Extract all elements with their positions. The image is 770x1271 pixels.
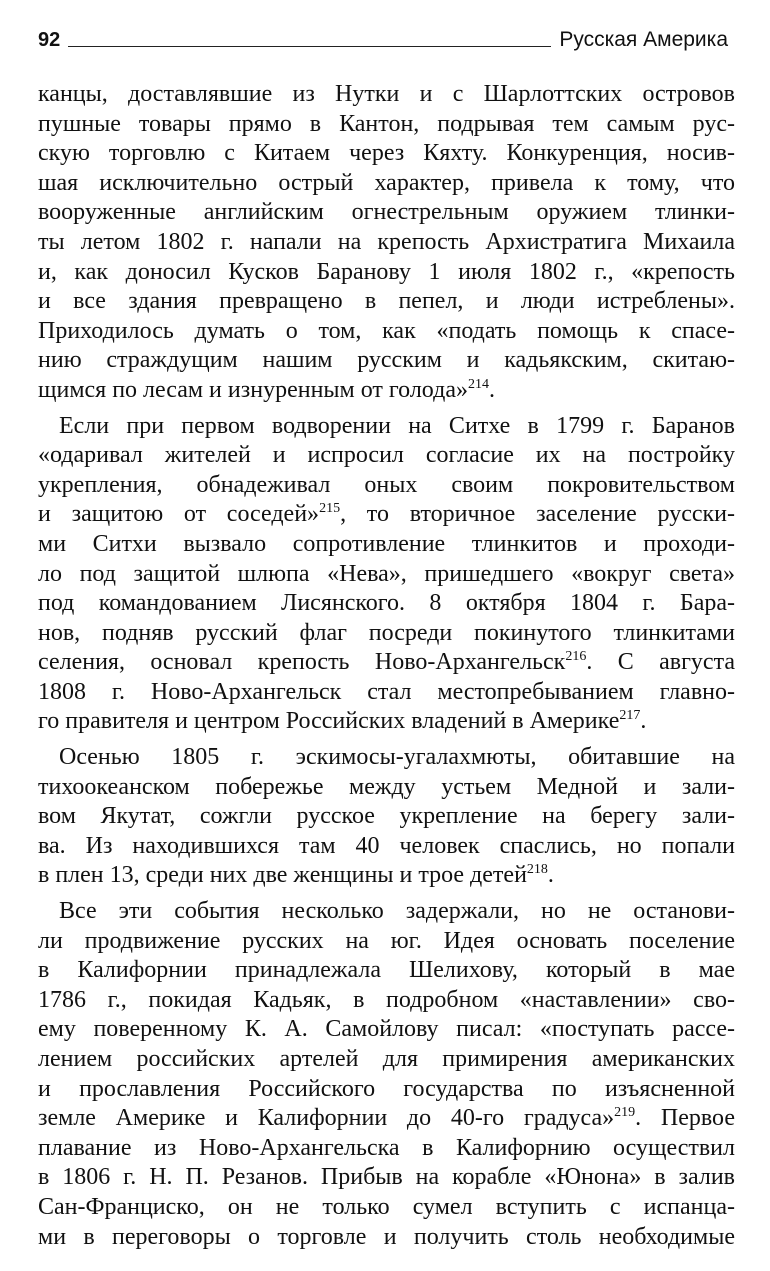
footnote-ref: 215 (319, 501, 341, 517)
text-line (38, 956, 735, 986)
text-segment: ми в переговоры о торговле и получить столь необходимые (38, 1223, 735, 1250)
text-line (38, 198, 735, 228)
text-line (38, 471, 735, 501)
text-segment: ва. Из находившихся там 40 человек спаслись, но попали (38, 832, 735, 859)
text-line (38, 317, 735, 347)
text-segment: «одаривал жителей и испросил согласие их на постройку (38, 442, 735, 469)
text-line (38, 648, 735, 678)
text-line (38, 773, 735, 803)
running-title: Русская Америка (559, 28, 728, 51)
text-segment: , то вторичное заселение русски- (340, 501, 736, 528)
text-line (38, 832, 735, 862)
text-line (38, 1223, 735, 1253)
text-segment: тихоокеанском побережье между устьем Медной и зали- (38, 773, 735, 800)
text-line (38, 1163, 735, 1193)
text-segment: скую торговлю с Китаем через Кяхту. Конкуренция, носив- (38, 140, 735, 167)
text-line (38, 110, 735, 140)
text-segment: лением российских артелей для примирения американских (38, 1046, 735, 1072)
paragraph (38, 897, 735, 1252)
text-segment: Если при первом водворении на Ситхе в 1799 г. Баранов (59, 412, 735, 439)
text-segment: в Калифорнии принадлежала Шелихову, который в мае (38, 957, 735, 984)
text-line (38, 441, 735, 471)
text-line (38, 1045, 735, 1075)
text-line (38, 1193, 735, 1223)
text-segment: Сан-Франциско, он не только сумел вступить с испанца- (38, 1193, 735, 1220)
text-line (38, 619, 735, 649)
text-line (38, 500, 735, 530)
text-line (38, 346, 735, 376)
text-segment: . (488, 376, 495, 403)
header-rule (68, 46, 551, 47)
text-line (38, 169, 735, 199)
text-segment: Все эти события несколько задержали, но не останови- (59, 898, 735, 925)
text-segment: и все здания превращено в пепел, и люди истреблены». (38, 288, 735, 315)
text-segment: плавание из Ново-Архангельска в Калифорнию осуществил (38, 1134, 735, 1161)
footnote-ref: 218 (526, 862, 548, 878)
text-line (38, 1015, 735, 1045)
text-segment: шая исключительно острый характер, привела к тому, что (38, 169, 735, 196)
text-segment: ли продвижение русских на юг. Идея основать поселение (38, 927, 735, 954)
text-segment: Приходилось думать о том, как «подать помощь к спасе- (38, 317, 735, 344)
text-line (38, 1134, 735, 1164)
text-segment: и, как доносил Кусков Баранову 1 июля 1802 г., «крепость (38, 258, 735, 285)
text-line (38, 228, 735, 258)
text-line (38, 678, 735, 708)
text-line (38, 1075, 735, 1105)
text-line (38, 530, 735, 560)
text-segment: ло под защитой шлюпа «Нева», пришедшего «вокруг света» (38, 560, 735, 587)
text-line (38, 80, 735, 110)
text-segment: и прославления Российского государства по изъясненной (38, 1075, 735, 1102)
text-segment: канцы, доставлявшие из Нутки и с Шарлоттских островов (38, 81, 735, 107)
text-line (38, 861, 735, 891)
text-line (38, 258, 735, 288)
text-segment: 1786 г., покидая Кадьяк, в подробном «наставлении» сво- (38, 986, 735, 1013)
text-line (38, 897, 735, 927)
text-segment: нов, подняв русский флаг посреди покинутого тлинкитами (38, 619, 735, 646)
text-segment: ему поверенному К. А. Самойлову писал: «поступать рассе- (38, 1016, 735, 1043)
text-segment: . (547, 862, 554, 889)
text-line (38, 1104, 735, 1134)
text-segment: щимся по лесам и изнуренным от голода» (38, 376, 468, 403)
text-segment: го правителя и центром Российских владений в Америке (38, 708, 620, 735)
text-line (38, 743, 735, 773)
body-text (38, 80, 735, 1252)
text-segment: Осенью 1805 г. эскимосы-угалахмюты, обитавшие на (59, 744, 735, 771)
footnote-ref: 217 (619, 708, 641, 724)
footnote-ref: 216 (565, 649, 587, 665)
text-line (38, 139, 735, 169)
text-segment: ми Ситхи вызвало сопротивление тлинкитов и проходи- (38, 530, 735, 557)
text-segment: нию страждущим нашим русским и кадьякским, скитаю- (38, 347, 735, 374)
text-segment: вом Якутат, сожгли русское укрепление на берегу зали- (38, 803, 735, 830)
paragraph (38, 743, 735, 891)
text-line (38, 927, 735, 957)
text-segment: . (640, 708, 647, 735)
text-line (38, 287, 735, 317)
text-line (38, 376, 735, 406)
text-segment: укрепления, обнадеживал оных своим покровительством (38, 471, 735, 498)
text-segment: селения, основал крепость Ново-Архангельск (38, 649, 566, 676)
text-segment: . С августа (586, 649, 735, 676)
text-segment: и защитою от соседей» (38, 501, 320, 528)
text-segment: пушные товары прямо в Кантон, подрывая тем самым рус- (38, 110, 735, 137)
footnote-ref: 214 (467, 376, 489, 392)
text-segment: земле Америке и Калифорнии до 40-го градуса» (38, 1105, 615, 1132)
text-line (38, 986, 735, 1016)
paragraph (38, 412, 735, 738)
text-line (38, 412, 735, 442)
text-line (38, 802, 735, 832)
text-segment: ты летом 1802 г. напали на крепость Архистратига Михаила (38, 228, 735, 255)
text-segment: под командованием Лисянского. 8 октября 1804 г. Бара- (38, 590, 735, 617)
page-number: 92 (38, 29, 61, 51)
text-segment: . Первое (635, 1105, 735, 1132)
footnote-ref: 219 (614, 1105, 636, 1121)
text-line (38, 560, 735, 590)
text-segment: в 1806 г. Н. П. Резанов. Прибыв на корабле «Юнона» в залив (38, 1164, 735, 1191)
text-segment: вооруженные английским огнестрельным оружием тлинки- (38, 199, 735, 226)
text-line (38, 707, 735, 737)
text-segment: в плен 13, среди них две женщины и трое детей (38, 862, 527, 889)
text-line (38, 589, 735, 619)
text-segment: 1808 г. Ново-Архангельск стал местопребыванием главно- (38, 678, 735, 705)
paragraph (38, 80, 735, 406)
running-header (38, 22, 728, 52)
